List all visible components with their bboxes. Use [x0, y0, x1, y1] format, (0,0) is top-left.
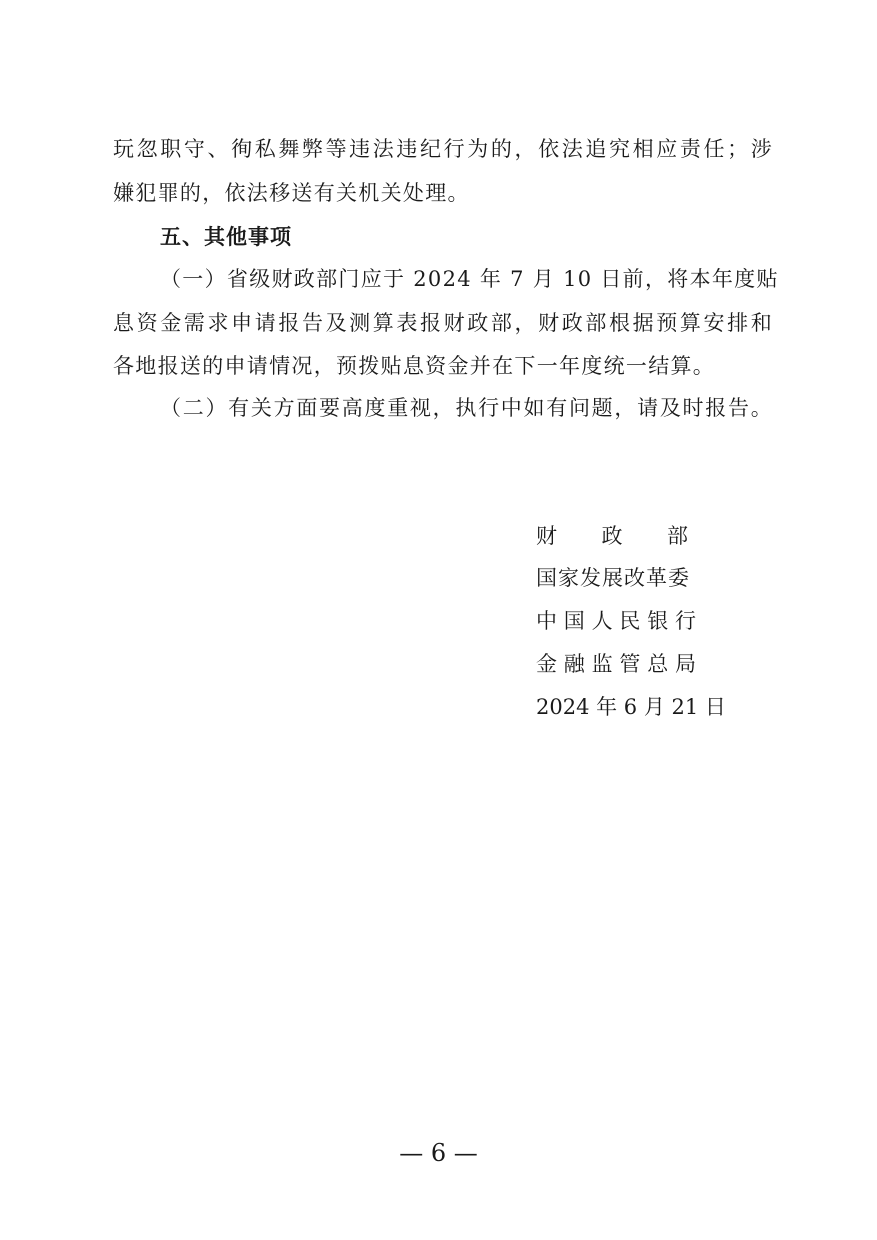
signature-org-mof: 财政部	[536, 524, 688, 548]
page-number: — 6 —	[399, 1139, 478, 1167]
section-heading: 五、其他事项	[160, 225, 292, 249]
signature-date: 2024 年 6 月 21 日	[536, 695, 726, 719]
paragraph-line: 息资金需求申请报告及测算表报财政部，财政部根据预算安排和	[113, 311, 773, 335]
paragraph-line: （二）有关方面要高度重视，执行中如有问题，请及时报告。	[160, 396, 773, 420]
paragraph-line: 玩忽职守、徇私舞弊等违法违纪行为的，依法追究相应责任；涉	[113, 137, 773, 161]
paragraph-line: 各地报送的申请情况，预拨贴息资金并在下一年度统一结算。	[113, 354, 716, 378]
signature-org-nfra: 金融监管总局	[536, 652, 696, 676]
paragraph-line: 嫌犯罪的，依法移送有关机关处理。	[113, 181, 470, 205]
signature-org-pboc: 中国人民银行	[536, 609, 696, 633]
signature-org-ndrc: 国家发展改革委	[536, 566, 690, 590]
paragraph-line: （一）省级财政部门应于 2024 年 7 月 10 日前，将本年度贴	[160, 267, 779, 291]
